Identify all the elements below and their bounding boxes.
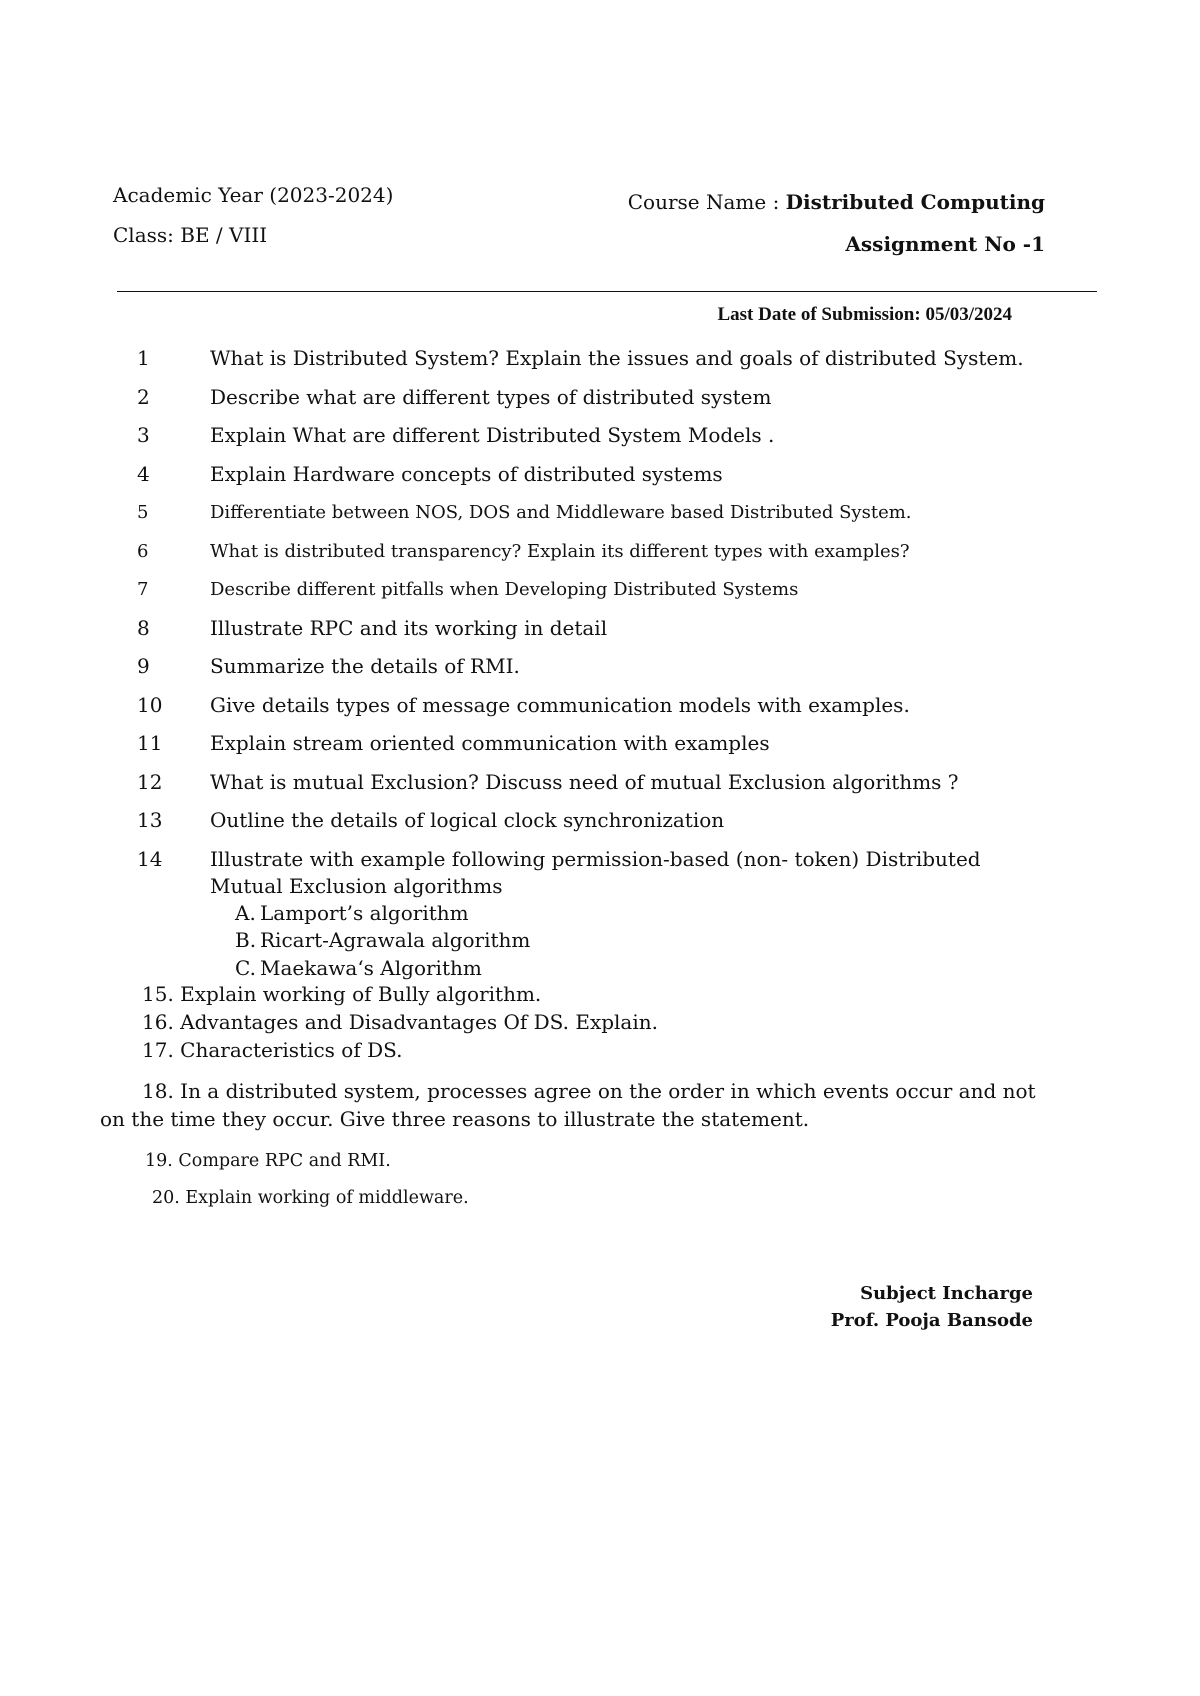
- question-number: 1: [137, 346, 150, 370]
- question-number: 13: [137, 808, 163, 832]
- question-text: Summarize the details of RMI.: [210, 654, 520, 678]
- question-text: What is distributed transparency? Explain its different types with examples?: [210, 540, 910, 562]
- last-date-of-submission: Last Date of Submission: 05/03/2024: [717, 304, 1012, 325]
- class-info: Class: BE / VIII: [113, 223, 268, 247]
- header-right: [628, 181, 1045, 265]
- course-label: Course Name :: [627, 190, 786, 214]
- question-item: [137, 461, 1057, 500]
- question-item: [137, 653, 1057, 692]
- question-item: [137, 769, 1057, 808]
- question-text: Describe different pitfalls when Developing Distributed Systems: [210, 579, 799, 600]
- signature-block: [831, 1280, 1033, 1334]
- question-17: 17. Characteristics of DS.: [142, 1038, 403, 1062]
- header-left: [113, 175, 393, 255]
- question-item: [137, 345, 1057, 384]
- question-15: 15. Explain working of Bully algorithm.: [142, 982, 542, 1006]
- course-name: Distributed Computing: [785, 190, 1045, 214]
- question-text: Illustrate with example following permission-based (non- token) Distributed Mutual Exclusion algorithms: [210, 846, 981, 898]
- question-number: 9: [137, 654, 150, 678]
- question-text: What is mutual Exclusion? Discuss need of mutual Exclusion algorithms ?: [210, 769, 959, 794]
- signature-role: Subject Incharge: [860, 1283, 1033, 1304]
- question-item: [137, 422, 1057, 461]
- academic-year: Academic Year (2023-2024): [113, 183, 394, 207]
- question-item: [137, 499, 1057, 538]
- question-number: 2: [137, 384, 150, 409]
- question-number: 7: [137, 579, 149, 600]
- question-text: Give details types of message communication models with examples.: [210, 692, 910, 717]
- list-item: C. Maekawa‘s Algorithm: [235, 955, 482, 980]
- question-list: [137, 345, 1057, 982]
- question-text: Explain stream oriented communication with examples: [210, 731, 770, 755]
- question-number: 6: [137, 540, 149, 562]
- question-item: [137, 615, 1057, 654]
- question-item: [137, 576, 1057, 615]
- question-number: 8: [137, 615, 150, 640]
- question-item: [137, 730, 1057, 769]
- signature-name: Prof. Pooja Bansode: [830, 1310, 1033, 1331]
- question-18: 18. In a distributed system, processes agree on the order in which events occur and not on the time they occur. Give three reasons to illustrate the statement.: [100, 1079, 1036, 1131]
- question-text: What is Distributed System? Explain the issues and goals of distributed System.: [210, 346, 1024, 370]
- question-number: 14: [137, 846, 163, 871]
- question-item: [137, 384, 1057, 423]
- header-divider: [117, 291, 1097, 292]
- question-text: Differentiate between NOS, DOS and Middleware based Distributed System.: [210, 502, 912, 523]
- question-text: Describe what are different types of distributed system: [210, 384, 772, 409]
- question-number: 12: [137, 769, 163, 794]
- question-20: 20. Explain working of middleware.: [152, 1188, 469, 1208]
- question-item: [137, 846, 1057, 900]
- list-item: B. Ricart-Agrawala algorithm: [235, 928, 531, 952]
- question-text: Explain What are different Distributed System Models .: [210, 423, 775, 447]
- question-text: Illustrate RPC and its working in detail: [210, 615, 608, 640]
- course-line: [628, 181, 1045, 223]
- question-number: 3: [137, 423, 150, 447]
- algorithm-sublist: [137, 900, 1057, 983]
- question-text: Outline the details of logical clock synchronization: [210, 808, 725, 832]
- question-16: 16. Advantages and Disadvantages Of DS. Explain.: [142, 1010, 658, 1034]
- question-item: [137, 807, 1057, 846]
- assignment-number: Assignment No -1: [845, 232, 1045, 256]
- question-number: 4: [137, 461, 150, 486]
- question-item: [137, 538, 1057, 577]
- question-number: 11: [137, 731, 163, 755]
- question-19: 19. Compare RPC and RMI.: [145, 1151, 391, 1171]
- question-text: Explain Hardware concepts of distributed systems: [210, 461, 723, 486]
- list-item: A. Lamport’s algorithm: [235, 900, 469, 925]
- question-number: 10: [137, 692, 163, 717]
- question-number: 5: [137, 502, 149, 523]
- question-item: [137, 692, 1057, 731]
